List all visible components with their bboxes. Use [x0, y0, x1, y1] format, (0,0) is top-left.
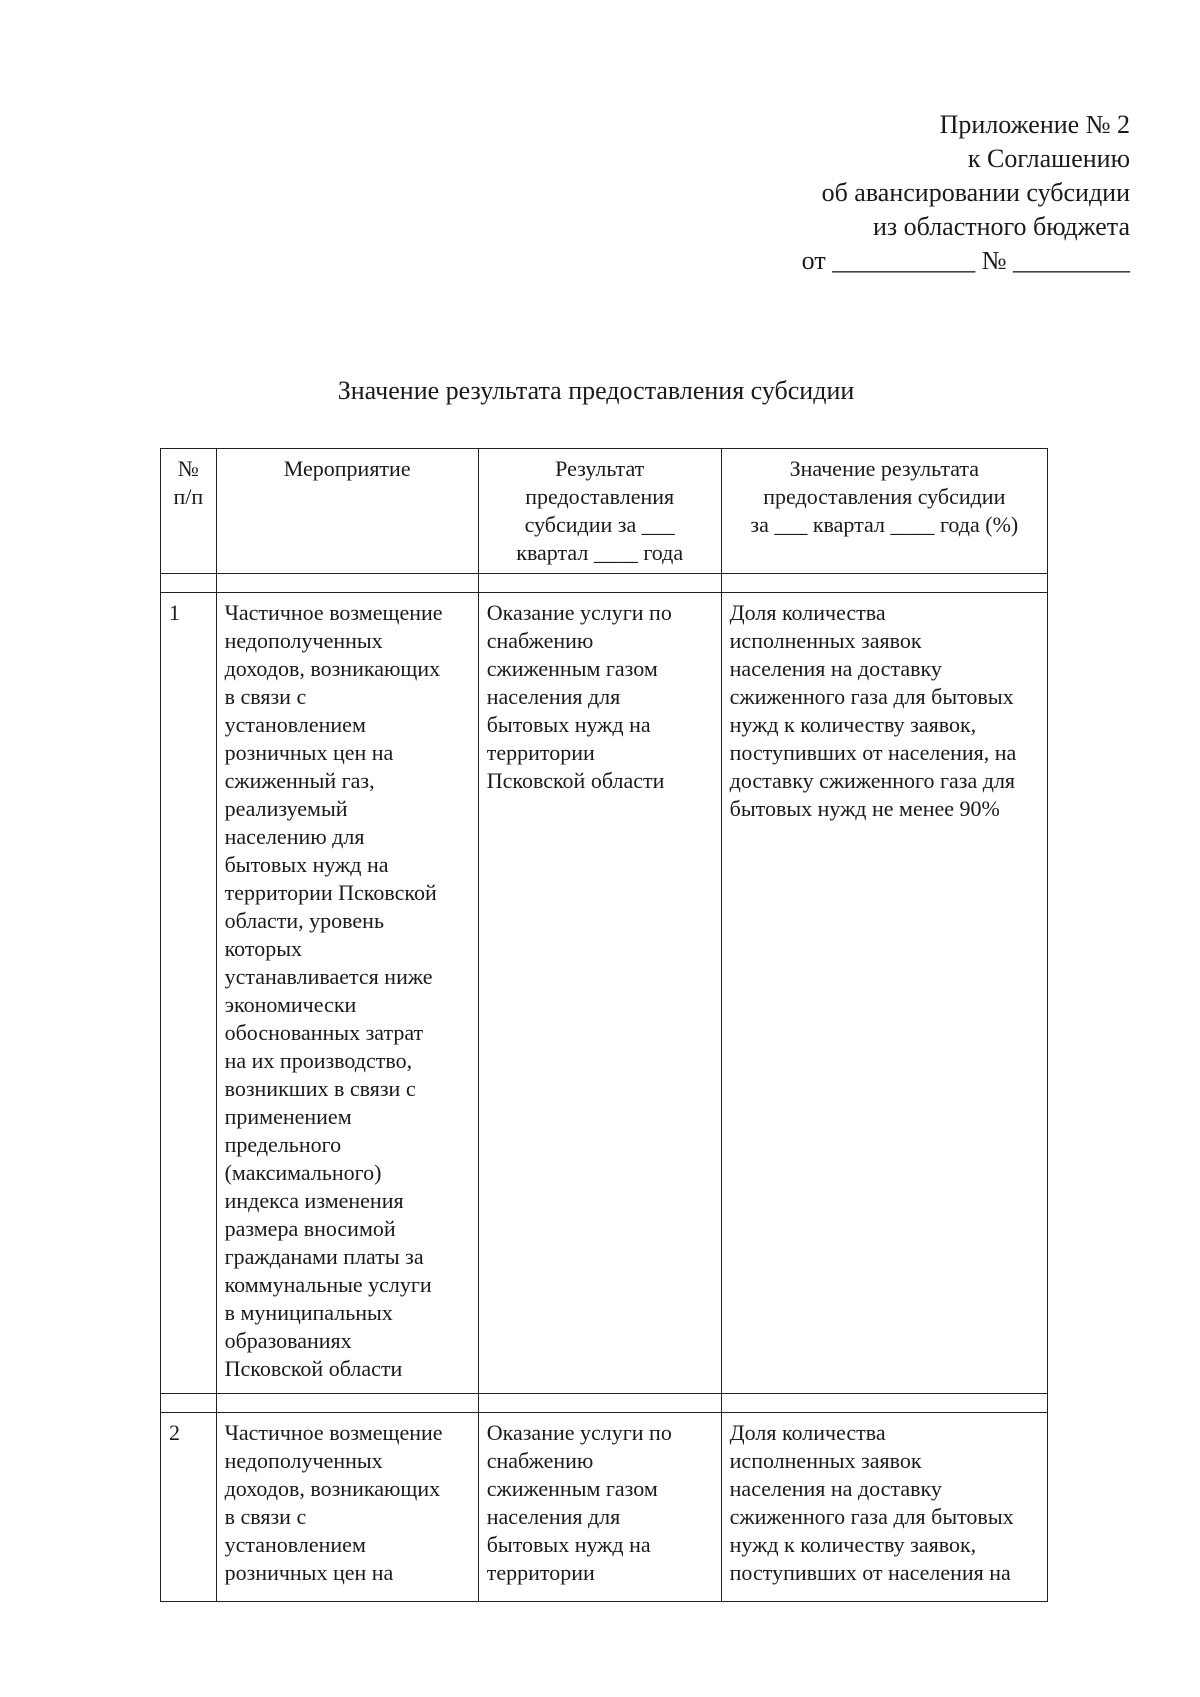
- row-number: 1: [161, 593, 217, 1394]
- appendix-subsidy-ref: об авансировании субсидии: [821, 178, 1130, 207]
- column-header-value: Значение результата предоставления субсидии за ___ квартал ____ года (%): [721, 449, 1047, 574]
- table-row: [161, 1413, 1048, 1602]
- row-event: Частичное возмещение недополученных доходов, возникающих в связи с установлением розничных цен на сжиженный газ, реализуемый населению для бытовых нужд на территории Псковской области, уровень которых устанавливается ниже экономически обоснованных затрат на их производство, возникших в связи с применением предельного (максимального) индекса изменения размера вносимой гражданами платы за коммунальные услуги в муниципальных образованиях Псковской области: [216, 593, 478, 1394]
- appendix-agreement-ref: к Соглашению: [967, 144, 1130, 173]
- row-number: 2: [161, 1413, 217, 1602]
- table-spacer: [161, 574, 1048, 593]
- appendix-number: Приложение № 2: [939, 110, 1130, 139]
- column-header-number: № п/п: [161, 449, 217, 574]
- column-header-result: Результат предоставления субсидии за ___ квартал ____ года: [478, 449, 721, 574]
- appendix-budget-ref: из областного бюджета: [872, 212, 1130, 241]
- row-event: Частичное возмещение недополученных доходов, возникающих в связи с установлением розничных цен на: [216, 1413, 478, 1602]
- document-title: Значение результата предоставления субсидии: [337, 376, 855, 405]
- table-header-row: [161, 449, 1048, 574]
- results-table: [160, 448, 1048, 1602]
- row-value: Доля количества исполненных заявок населения на доставку сжиженного газа для бытовых нужд к количеству заявок, поступивших от населения, на доставку сжиженного газа для бытовых нужд не менее 90%: [721, 593, 1047, 1394]
- row-result: Оказание услуги по снабжению сжиженным газом населения для бытовых нужд на территории: [478, 1413, 721, 1602]
- column-header-event: Мероприятие: [216, 449, 478, 574]
- appendix-date-number: от ___________ № _________: [801, 246, 1130, 275]
- table-spacer: [161, 1394, 1048, 1413]
- row-value: Доля количества исполненных заявок населения на доставку сжиженного газа для бытовых нужд к количеству заявок, поступивших от населения на: [721, 1413, 1047, 1602]
- row-result: Оказание услуги по снабжению сжиженным газом населения для бытовых нужд на территории Псковской области: [478, 593, 721, 1394]
- table-row: [161, 593, 1048, 1394]
- appendix-header: [650, 108, 1130, 278]
